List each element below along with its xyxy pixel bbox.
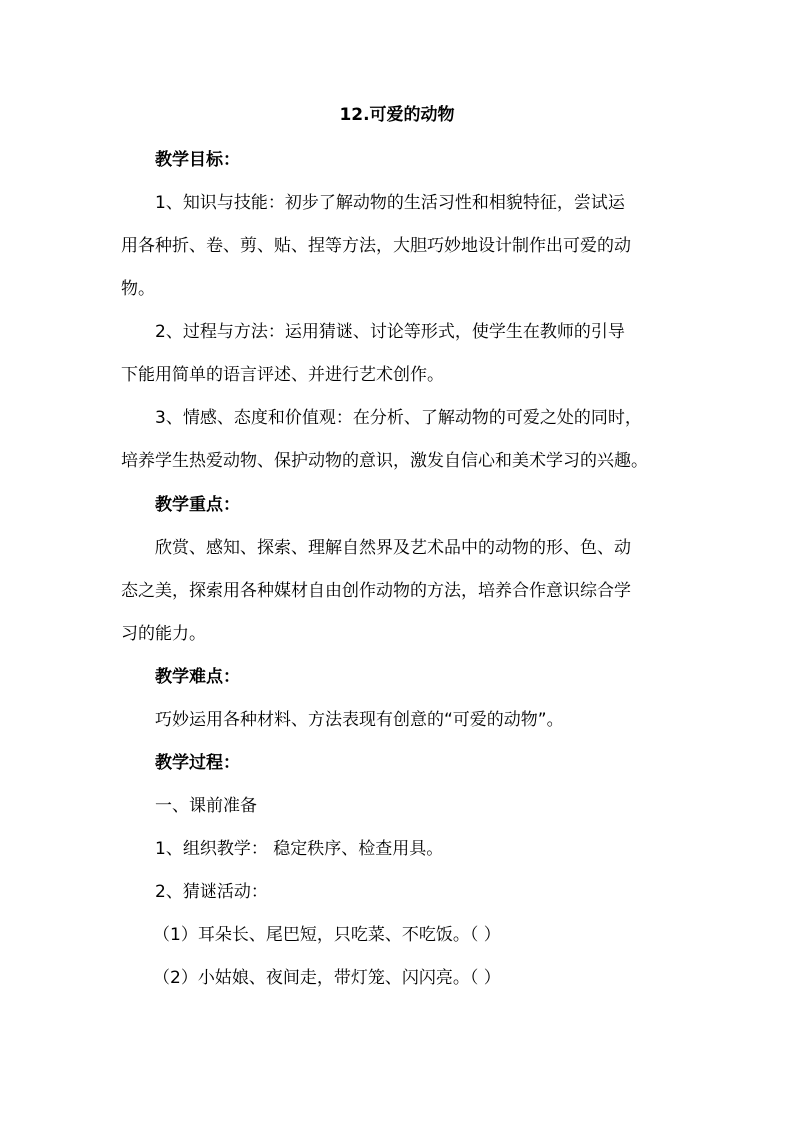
key-heading: 教学重点：: [155, 495, 240, 515]
difficulty-text: 巧妙运用各种材料、方法表现有创意的“可爱的动物”。: [155, 710, 564, 730]
process-heading: 教学过程：: [155, 753, 240, 773]
goal-2-line-2: 下能用简单的语言评述、并进行艺术创作。: [121, 365, 444, 385]
goal-2-line-1: 2、过程与方法：运用猜谜、讨论等形式，使学生在教师的引导: [155, 322, 625, 342]
key-text: [121, 527, 681, 656]
process-item-3: 2、猜谜活动：: [155, 882, 268, 902]
riddle-2: （2）小姑娘、夜间走，带灯笼、闪闪亮。（ ）: [153, 968, 501, 988]
goal-3-line-2: 培养学生热爱动物、保护动物的意识，激发自信心和美术学习的兴趣。: [121, 451, 648, 471]
goal-1: [121, 182, 681, 311]
goal-2: [121, 311, 681, 397]
goal-1-line-1: 1、知识与技能：初步了解动物的生活习性和相貌特征，尝试运: [155, 193, 625, 213]
process-list: [121, 785, 681, 1000]
process-item-2: 1、组织教学： 稳定秩序、检查用具。: [155, 839, 444, 859]
goal-1-line-3: 物。: [121, 279, 155, 299]
key-text-line-3: 习的能力。: [121, 624, 206, 644]
difficulty-heading: 教学难点：: [155, 667, 240, 687]
key-text-line-1: 欣赏、感知、探索、理解自然界及艺术品中的动物的形、色、动: [155, 538, 631, 558]
key-text-line-2: 态之美，探索用各种媒材自由创作动物的方法，培养合作意识综合学: [121, 581, 631, 601]
riddle-1: （1）耳朵长、尾巴短，只吃菜、不吃饭。（ ）: [153, 925, 501, 945]
goals-heading: 教学目标：: [155, 150, 240, 170]
goal-3-line-1: 3、情感、态度和价值观：在分析、了解动物的可爱之处的同时，: [155, 408, 642, 428]
doc-title: 12.可爱的动物: [339, 105, 455, 125]
goal-3: [121, 397, 681, 483]
process-item-1: 一、课前准备: [155, 796, 257, 816]
goal-1-line-2: 用各种折、卷、剪、贴、捏等方法，大胆巧妙地设计制作出可爱的动: [121, 236, 631, 256]
